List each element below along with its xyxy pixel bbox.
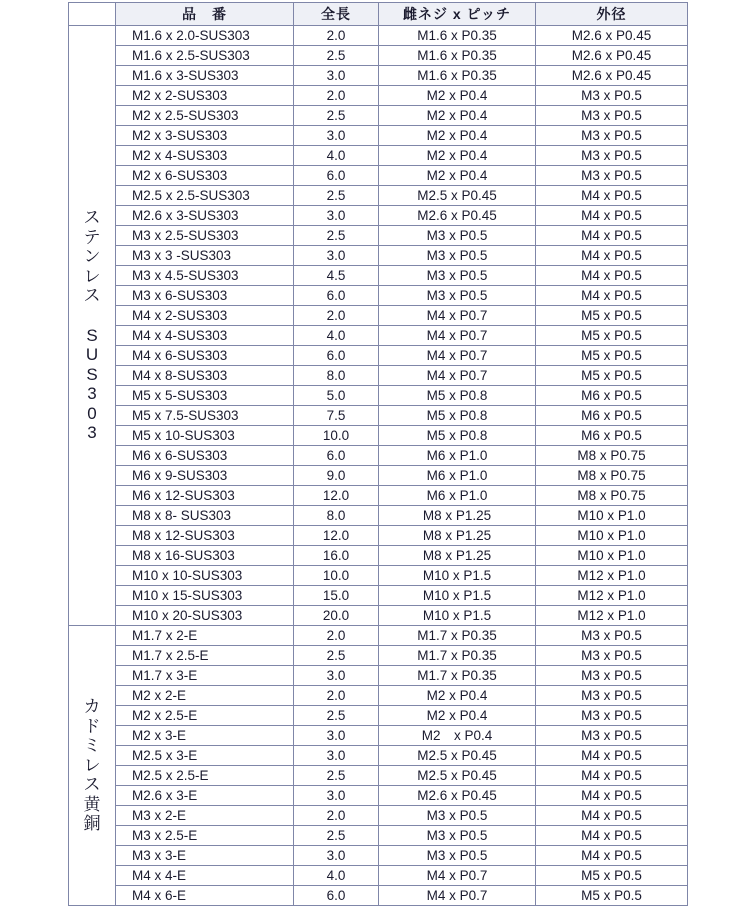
outer-diameter-cell: M5 x P0.5 <box>536 346 688 366</box>
thread-pitch-cell: M3 x P0.5 <box>379 266 536 286</box>
thread-pitch-cell: M10 x P1.5 <box>379 586 536 606</box>
thread-pitch-cell: M2.5 x P0.45 <box>379 186 536 206</box>
table-row <box>69 646 688 666</box>
part-number-cell: M3 x 6-SUS303 <box>116 286 294 306</box>
outer-diameter-cell: M2.6 x P0.45 <box>536 46 688 66</box>
table-row <box>69 326 688 346</box>
part-number-cell: M4 x 6-SUS303 <box>116 346 294 366</box>
thread-pitch-cell: M2 x P0.4 <box>379 706 536 726</box>
total-length-cell: 2.0 <box>294 626 379 646</box>
thread-pitch-cell: M2 x P0.4 <box>379 726 536 746</box>
thread-pitch-cell: M2 x P0.4 <box>379 146 536 166</box>
thread-pitch-cell: M3 x P0.5 <box>379 226 536 246</box>
total-length-cell: 16.0 <box>294 546 379 566</box>
total-length-cell: 2.5 <box>294 766 379 786</box>
total-length-cell: 6.0 <box>294 346 379 366</box>
outer-diameter-cell: M4 x P0.5 <box>536 826 688 846</box>
part-number-cell: M2 x 2.5-E <box>116 706 294 726</box>
outer-diameter-cell: M5 x P0.5 <box>536 326 688 346</box>
part-number-cell: M5 x 7.5-SUS303 <box>116 406 294 426</box>
outer-diameter-cell: M10 x P1.0 <box>536 546 688 566</box>
outer-diameter-cell: M4 x P0.5 <box>536 246 688 266</box>
thread-pitch-cell: M3 x P0.5 <box>379 286 536 306</box>
total-length-cell: 10.0 <box>294 426 379 446</box>
table-row <box>69 566 688 586</box>
part-number-cell: M4 x 4-SUS303 <box>116 326 294 346</box>
outer-diameter-cell: M4 x P0.5 <box>536 206 688 226</box>
table-row <box>69 426 688 446</box>
label-char: ス <box>83 208 101 228</box>
thread-pitch-cell: M4 x P0.7 <box>379 886 536 906</box>
label-char: S <box>86 364 98 384</box>
label-char: U <box>85 345 99 365</box>
outer-diameter-cell: M4 x P0.5 <box>536 766 688 786</box>
thread-pitch-cell: M2.5 x P0.45 <box>379 746 536 766</box>
thread-pitch-cell: M2 x P0.4 <box>379 86 536 106</box>
part-number-cell: M2.5 x 3-E <box>116 746 294 766</box>
outer-diameter-cell: M12 x P1.0 <box>536 566 688 586</box>
part-number-cell: M3 x 3-E <box>116 846 294 866</box>
part-number-cell: M2 x 6-SUS303 <box>116 166 294 186</box>
total-length-cell: 20.0 <box>294 606 379 626</box>
table-row <box>69 846 688 866</box>
table-row <box>69 466 688 486</box>
thread-pitch-cell: M6 x P1.0 <box>379 466 536 486</box>
table-row <box>69 766 688 786</box>
thread-pitch-cell: M5 x P0.8 <box>379 386 536 406</box>
outer-diameter-cell: M3 x P0.5 <box>536 726 688 746</box>
label-char: レ <box>83 755 101 775</box>
thread-pitch-cell: M6 x P1.0 <box>379 446 536 466</box>
outer-diameter-cell: M5 x P0.5 <box>536 366 688 386</box>
total-length-cell: 6.0 <box>294 286 379 306</box>
table-row <box>69 66 688 86</box>
outer-diameter-cell: M4 x P0.5 <box>536 286 688 306</box>
part-number-cell: M1.7 x 2.5-E <box>116 646 294 666</box>
total-length-cell: 4.5 <box>294 266 379 286</box>
part-number-cell: M3 x 2-E <box>116 806 294 826</box>
label-char: 0 <box>87 403 97 423</box>
total-length-cell: 6.0 <box>294 886 379 906</box>
label-char: ミ <box>83 736 101 756</box>
total-length-cell: 2.5 <box>294 646 379 666</box>
table-row <box>69 146 688 166</box>
outer-diameter-cell: M5 x P0.5 <box>536 306 688 326</box>
part-number-cell: M2.6 x 3-SUS303 <box>116 206 294 226</box>
outer-diameter-cell: M10 x P1.0 <box>536 526 688 546</box>
table-row <box>69 226 688 246</box>
total-length-cell: 3.0 <box>294 746 379 766</box>
header-outer-diameter: 外径 <box>536 3 688 26</box>
part-number-cell: M1.7 x 3-E <box>116 666 294 686</box>
part-number-cell: M10 x 10-SUS303 <box>116 566 294 586</box>
outer-diameter-cell: M2.6 x P0.45 <box>536 26 688 46</box>
part-number-cell: M2 x 3-SUS303 <box>116 126 294 146</box>
thread-pitch-cell: M1.7 x P0.35 <box>379 666 536 686</box>
thread-pitch-cell: M8 x P1.25 <box>379 526 536 546</box>
total-length-cell: 4.0 <box>294 326 379 346</box>
part-number-cell: M1.6 x 2.0-SUS303 <box>116 26 294 46</box>
table-row <box>69 726 688 746</box>
outer-diameter-cell: M3 x P0.5 <box>536 126 688 146</box>
total-length-cell: 3.0 <box>294 846 379 866</box>
label-char: レ <box>83 266 101 286</box>
material-group-label <box>69 26 116 626</box>
label-char: S <box>86 325 98 345</box>
part-number-cell: M6 x 12-SUS303 <box>116 486 294 506</box>
thread-pitch-cell: M2.6 x P0.45 <box>379 206 536 226</box>
table-row <box>69 546 688 566</box>
table-row <box>69 886 688 906</box>
part-number-cell: M3 x 4.5-SUS303 <box>116 266 294 286</box>
total-length-cell: 4.0 <box>294 146 379 166</box>
part-number-cell: M4 x 6-E <box>116 886 294 906</box>
label-char: ン <box>83 247 101 267</box>
thread-pitch-cell: M1.7 x P0.35 <box>379 646 536 666</box>
table-row <box>69 826 688 846</box>
part-number-cell: M6 x 9-SUS303 <box>116 466 294 486</box>
total-length-cell: 3.0 <box>294 66 379 86</box>
total-length-cell: 3.0 <box>294 666 379 686</box>
outer-diameter-cell: M6 x P0.5 <box>536 426 688 446</box>
table-row <box>69 286 688 306</box>
part-number-cell: M3 x 2.5-SUS303 <box>116 226 294 246</box>
thread-pitch-cell: M10 x P1.5 <box>379 566 536 586</box>
table-row <box>69 206 688 226</box>
table-row <box>69 366 688 386</box>
thread-pitch-cell: M3 x P0.5 <box>379 826 536 846</box>
outer-diameter-cell: M8 x P0.75 <box>536 486 688 506</box>
part-number-cell: M1.7 x 2-E <box>116 626 294 646</box>
table-row <box>69 706 688 726</box>
vertical-label <box>84 697 101 834</box>
table-row <box>69 246 688 266</box>
table-row <box>69 406 688 426</box>
part-number-cell: M10 x 15-SUS303 <box>116 586 294 606</box>
thread-pitch-cell: M2.6 x P0.45 <box>379 786 536 806</box>
outer-diameter-cell: M4 x P0.5 <box>536 746 688 766</box>
header-row <box>69 3 688 26</box>
part-number-cell: M1.6 x 3-SUS303 <box>116 66 294 86</box>
total-length-cell: 3.0 <box>294 206 379 226</box>
thread-pitch-cell: M10 x P1.5 <box>379 606 536 626</box>
label-char: 3 <box>87 423 97 443</box>
part-number-cell: M1.6 x 2.5-SUS303 <box>116 46 294 66</box>
outer-diameter-cell: M4 x P0.5 <box>536 806 688 826</box>
part-number-cell: M8 x 12-SUS303 <box>116 526 294 546</box>
total-length-cell: 2.0 <box>294 806 379 826</box>
outer-diameter-cell: M5 x P0.5 <box>536 886 688 906</box>
outer-diameter-cell: M6 x P0.5 <box>536 386 688 406</box>
spec-table <box>68 2 688 906</box>
outer-diameter-cell: M4 x P0.5 <box>536 266 688 286</box>
thread-pitch-cell: M1.6 x P0.35 <box>379 46 536 66</box>
outer-diameter-cell: M4 x P0.5 <box>536 846 688 866</box>
table-row <box>69 626 688 646</box>
part-number-cell: M6 x 6-SUS303 <box>116 446 294 466</box>
outer-diameter-cell: M4 x P0.5 <box>536 186 688 206</box>
thread-pitch-cell: M5 x P0.8 <box>379 406 536 426</box>
outer-diameter-cell: M2.6 x P0.45 <box>536 66 688 86</box>
total-length-cell: 10.0 <box>294 566 379 586</box>
part-number-cell: M2 x 3-E <box>116 726 294 746</box>
part-number-cell: M2 x 2.5-SUS303 <box>116 106 294 126</box>
thread-pitch-cell: M2 x P0.4 <box>379 126 536 146</box>
label-char: テ <box>83 227 101 247</box>
table-row <box>69 266 688 286</box>
total-length-cell: 3.0 <box>294 126 379 146</box>
thread-pitch-cell: M3 x P0.5 <box>379 246 536 266</box>
table-row <box>69 666 688 686</box>
label-char: ド <box>83 716 101 736</box>
part-number-cell: M2.5 x 2.5-E <box>116 766 294 786</box>
part-number-cell: M4 x 2-SUS303 <box>116 306 294 326</box>
thread-pitch-cell: M5 x P0.8 <box>379 426 536 446</box>
thread-pitch-cell: M2 x P0.4 <box>379 686 536 706</box>
outer-diameter-cell: M3 x P0.5 <box>536 706 688 726</box>
total-length-cell: 4.0 <box>294 866 379 886</box>
table-row <box>69 166 688 186</box>
outer-diameter-cell: M3 x P0.5 <box>536 86 688 106</box>
part-number-cell: M8 x 8- SUS303 <box>116 506 294 526</box>
part-number-cell: M2 x 4-SUS303 <box>116 146 294 166</box>
total-length-cell: 8.0 <box>294 506 379 526</box>
thread-pitch-cell: M3 x P0.5 <box>379 846 536 866</box>
thread-pitch-cell: M1.7 x P0.35 <box>379 626 536 646</box>
thread-pitch-cell: M4 x P0.7 <box>379 306 536 326</box>
label-char: 銅 <box>83 814 101 834</box>
label-char: 3 <box>87 384 97 404</box>
table-row <box>69 26 688 46</box>
outer-diameter-cell: M3 x P0.5 <box>536 646 688 666</box>
thread-pitch-cell: M2 x P0.4 <box>379 106 536 126</box>
part-number-cell: M3 x 3 -SUS303 <box>116 246 294 266</box>
thread-pitch-cell: M4 x P0.7 <box>379 346 536 366</box>
part-number-cell: M4 x 4-E <box>116 866 294 886</box>
table-row <box>69 86 688 106</box>
vertical-label <box>84 208 101 443</box>
part-number-cell: M5 x 5-SUS303 <box>116 386 294 406</box>
thread-pitch-cell: M2 x P0.4 <box>379 166 536 186</box>
outer-diameter-cell: M4 x P0.5 <box>536 226 688 246</box>
total-length-cell: 2.5 <box>294 826 379 846</box>
table-row <box>69 806 688 826</box>
outer-diameter-cell: M12 x P1.0 <box>536 606 688 626</box>
table-row <box>69 46 688 66</box>
part-number-cell: M8 x 16-SUS303 <box>116 546 294 566</box>
outer-diameter-cell: M3 x P0.5 <box>536 626 688 646</box>
header-thread-pitch: 雌ネジ x ピッチ <box>379 3 536 26</box>
label-char: 黄 <box>83 794 101 814</box>
label-char: ス <box>83 286 101 306</box>
outer-diameter-cell: M12 x P1.0 <box>536 586 688 606</box>
thread-pitch-cell: M2.5 x P0.45 <box>379 766 536 786</box>
outer-diameter-cell: M3 x P0.5 <box>536 666 688 686</box>
total-length-cell: 7.5 <box>294 406 379 426</box>
thread-pitch-cell: M8 x P1.25 <box>379 546 536 566</box>
table-row <box>69 526 688 546</box>
total-length-cell: 12.0 <box>294 526 379 546</box>
outer-diameter-cell: M10 x P1.0 <box>536 506 688 526</box>
table-row <box>69 126 688 146</box>
total-length-cell: 2.5 <box>294 186 379 206</box>
total-length-cell: 12.0 <box>294 486 379 506</box>
outer-diameter-cell: M4 x P0.5 <box>536 786 688 806</box>
thread-pitch-cell: M4 x P0.7 <box>379 366 536 386</box>
total-length-cell: 6.0 <box>294 446 379 466</box>
table-row <box>69 306 688 326</box>
table-row <box>69 486 688 506</box>
table-row <box>69 386 688 406</box>
spec-body <box>69 26 688 906</box>
outer-diameter-cell: M3 x P0.5 <box>536 166 688 186</box>
total-length-cell: 2.0 <box>294 86 379 106</box>
header-total-length: 全長 <box>294 3 379 26</box>
material-group-label <box>69 626 116 906</box>
thread-pitch-cell: M1.6 x P0.35 <box>379 66 536 86</box>
table-row <box>69 746 688 766</box>
label-char <box>84 306 101 326</box>
total-length-cell: 8.0 <box>294 366 379 386</box>
thread-pitch-cell: M6 x P1.0 <box>379 486 536 506</box>
label-char: ス <box>83 775 101 795</box>
part-number-cell: M5 x 10-SUS303 <box>116 426 294 446</box>
thread-pitch-cell: M3 x P0.5 <box>379 806 536 826</box>
total-length-cell: 3.0 <box>294 726 379 746</box>
part-number-cell: M3 x 2.5-E <box>116 826 294 846</box>
table-row <box>69 186 688 206</box>
total-length-cell: 5.0 <box>294 386 379 406</box>
total-length-cell: 6.0 <box>294 166 379 186</box>
part-number-cell: M4 x 8-SUS303 <box>116 366 294 386</box>
outer-diameter-cell: M5 x P0.5 <box>536 866 688 886</box>
table-row <box>69 786 688 806</box>
table-row <box>69 106 688 126</box>
total-length-cell: 15.0 <box>294 586 379 606</box>
total-length-cell: 2.0 <box>294 686 379 706</box>
outer-diameter-cell: M3 x P0.5 <box>536 146 688 166</box>
total-length-cell: 3.0 <box>294 786 379 806</box>
header-group-cell <box>69 3 116 26</box>
part-number-cell: M2 x 2-SUS303 <box>116 86 294 106</box>
table-row <box>69 506 688 526</box>
part-number-cell: M10 x 20-SUS303 <box>116 606 294 626</box>
table-row <box>69 686 688 706</box>
total-length-cell: 2.0 <box>294 26 379 46</box>
total-length-cell: 2.5 <box>294 106 379 126</box>
total-length-cell: 9.0 <box>294 466 379 486</box>
outer-diameter-cell: M3 x P0.5 <box>536 106 688 126</box>
total-length-cell: 2.5 <box>294 706 379 726</box>
table-row <box>69 866 688 886</box>
part-number-cell: M2.6 x 3-E <box>116 786 294 806</box>
total-length-cell: 2.5 <box>294 226 379 246</box>
table-row <box>69 586 688 606</box>
thread-pitch-cell: M4 x P0.7 <box>379 866 536 886</box>
outer-diameter-cell: M3 x P0.5 <box>536 686 688 706</box>
header-part-number: 品 番 <box>116 3 294 26</box>
thread-pitch-cell: M8 x P1.25 <box>379 506 536 526</box>
thread-pitch-cell: M4 x P0.7 <box>379 326 536 346</box>
outer-diameter-cell: M6 x P0.5 <box>536 406 688 426</box>
part-number-cell: M2 x 2-E <box>116 686 294 706</box>
part-number-cell: M2.5 x 2.5-SUS303 <box>116 186 294 206</box>
table-row <box>69 606 688 626</box>
total-length-cell: 2.5 <box>294 46 379 66</box>
table-row <box>69 346 688 366</box>
outer-diameter-cell: M8 x P0.75 <box>536 466 688 486</box>
thread-pitch-cell: M1.6 x P0.35 <box>379 26 536 46</box>
table-row <box>69 446 688 466</box>
total-length-cell: 2.0 <box>294 306 379 326</box>
label-char: カ <box>83 697 101 717</box>
total-length-cell: 3.0 <box>294 246 379 266</box>
outer-diameter-cell: M8 x P0.75 <box>536 446 688 466</box>
